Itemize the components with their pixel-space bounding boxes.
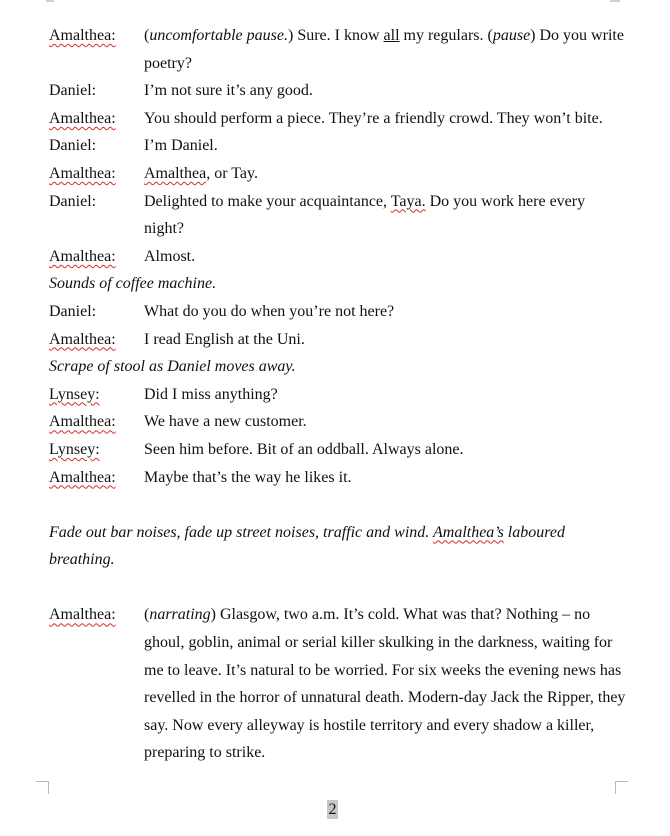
speaker-label: Daniel:	[49, 82, 97, 100]
speaker-name	[49, 436, 144, 464]
dialogue-line	[49, 326, 629, 354]
margin-corner-mark-right	[615, 781, 628, 794]
speech-text: Did I miss anything?	[144, 385, 278, 403]
speech-text: Maybe that’s the way he likes it.	[144, 468, 352, 486]
speaker-name	[49, 243, 144, 271]
dialogue-text	[144, 243, 629, 271]
dialogue-text	[144, 105, 629, 133]
dialogue-line	[49, 77, 629, 105]
dialogue-text	[144, 408, 629, 436]
speaker-label: Amalthea:	[49, 247, 116, 265]
dialogue-line	[49, 188, 629, 243]
speech-text: (	[144, 606, 150, 624]
speaker-label: Amalthea:	[49, 109, 116, 127]
dialogue-text	[144, 188, 629, 243]
dialogue-line	[49, 298, 629, 326]
page-number: 2	[328, 801, 337, 818]
emphasized-word: all	[383, 27, 400, 44]
speaker-name	[49, 408, 144, 436]
speech-text: Seen him before. Bit of an oddball. Always alone.	[144, 440, 464, 458]
page-top-edge	[610, 0, 620, 2]
speaker-label: Daniel:	[49, 192, 97, 210]
script-body	[49, 22, 629, 767]
dialogue-text	[144, 160, 629, 188]
speaker-name	[49, 381, 144, 409]
speaker-label: Amalthea:	[49, 468, 116, 486]
speaker-name	[49, 464, 144, 492]
speaker-label: Amalthea:	[49, 606, 116, 624]
speech-text: ) Sure. I know	[287, 27, 384, 44]
speech-text: What do you do when you’re not here?	[144, 302, 395, 320]
dialogue-line	[49, 22, 629, 77]
misspelled-word: Taya.	[390, 192, 426, 210]
stage-direction: Scrape of stool as Daniel moves away.	[49, 358, 296, 376]
dialogue-text	[144, 298, 629, 326]
dialogue-line	[49, 160, 629, 188]
speaker-label: Amalthea:	[49, 27, 116, 44]
misspelled-word: Amalthea’s	[432, 523, 504, 541]
speech-text: Delighted to make your acquaintance,	[144, 192, 391, 210]
speech-text: I’m not sure it’s any good.	[144, 82, 313, 100]
stage-direction	[49, 519, 629, 574]
speech-text: Do you work here every night?	[144, 192, 586, 238]
speaker-label: Lynsey:	[49, 440, 100, 458]
speech-text: , or Tay.	[206, 164, 258, 182]
speech-text: I’m Daniel.	[144, 137, 218, 155]
speech-text: (	[144, 27, 150, 44]
direction-text: laboured breathing.	[49, 523, 565, 569]
dialogue-text	[144, 464, 629, 492]
dialogue-text	[144, 601, 629, 767]
speaker-name	[49, 160, 144, 188]
speech-text: You should perform a piece. They’re a friendly crowd. They won’t bite.	[144, 109, 603, 127]
dialogue-line	[49, 601, 629, 767]
page-top-edge	[46, 0, 54, 2]
parenthetical-direction: uncomfortable pause.	[149, 27, 288, 44]
dialogue-line	[49, 105, 629, 133]
dialogue-text	[144, 381, 629, 409]
speaker-label: Amalthea:	[49, 330, 116, 348]
parenthetical-direction: pause	[492, 27, 531, 44]
dialogue-line	[49, 132, 629, 160]
speaker-label: Lynsey:	[49, 385, 100, 403]
speaker-name	[49, 326, 144, 354]
speaker-name	[49, 132, 144, 160]
dialogue-text	[144, 326, 629, 354]
speech-text: We have a new customer.	[144, 413, 307, 431]
dialogue-line	[49, 436, 629, 464]
speaker-label: Daniel:	[49, 137, 97, 155]
speaker-name	[49, 298, 144, 326]
dialogue-line	[49, 464, 629, 492]
dialogue-line	[49, 381, 629, 409]
dialogue-line	[49, 408, 629, 436]
speaker-name	[49, 77, 144, 105]
misspelled-word: Amalthea	[144, 164, 207, 182]
speech-text: I read English at the Uni.	[144, 330, 305, 348]
dialogue-text	[144, 22, 629, 77]
speech-text: Almost.	[144, 247, 196, 265]
dialogue-text	[144, 436, 629, 464]
speaker-label: Amalthea:	[49, 164, 116, 182]
dialogue-text	[144, 77, 629, 105]
stage-direction: Sounds of coffee machine.	[49, 275, 217, 293]
blank-line	[49, 574, 629, 602]
parenthetical-direction: narrating	[149, 606, 211, 624]
dialogue-line	[49, 243, 629, 271]
speech-text: ) Glasgow, two a.m. It’s cold. What was that? Nothing – no ghoul, goblin, animal or serial killer skulking in the darkness, waiting for me to leave. It’s natural to be worried. For six weeks the evening news has revelled in the horror of unnatural death. Modern-day Jack the Ripper, they say. Now every alleyway is hostile territory and every shadow a killer, preparing to strike.	[144, 606, 626, 762]
speaker-name	[49, 188, 144, 243]
speaker-label: Amalthea:	[49, 413, 116, 431]
speech-text: ) Do you write poetry?	[144, 27, 624, 72]
speaker-name	[49, 601, 144, 767]
blank-line	[49, 491, 629, 519]
speaker-name	[49, 22, 144, 77]
speech-text: my regulars. (	[399, 27, 493, 44]
margin-corner-mark-left	[36, 781, 49, 794]
direction-text: Fade out bar noises, fade up street noises, traffic and wind.	[49, 523, 433, 541]
speaker-label: Daniel:	[49, 302, 97, 320]
speaker-name	[49, 105, 144, 133]
dialogue-text	[144, 132, 629, 160]
